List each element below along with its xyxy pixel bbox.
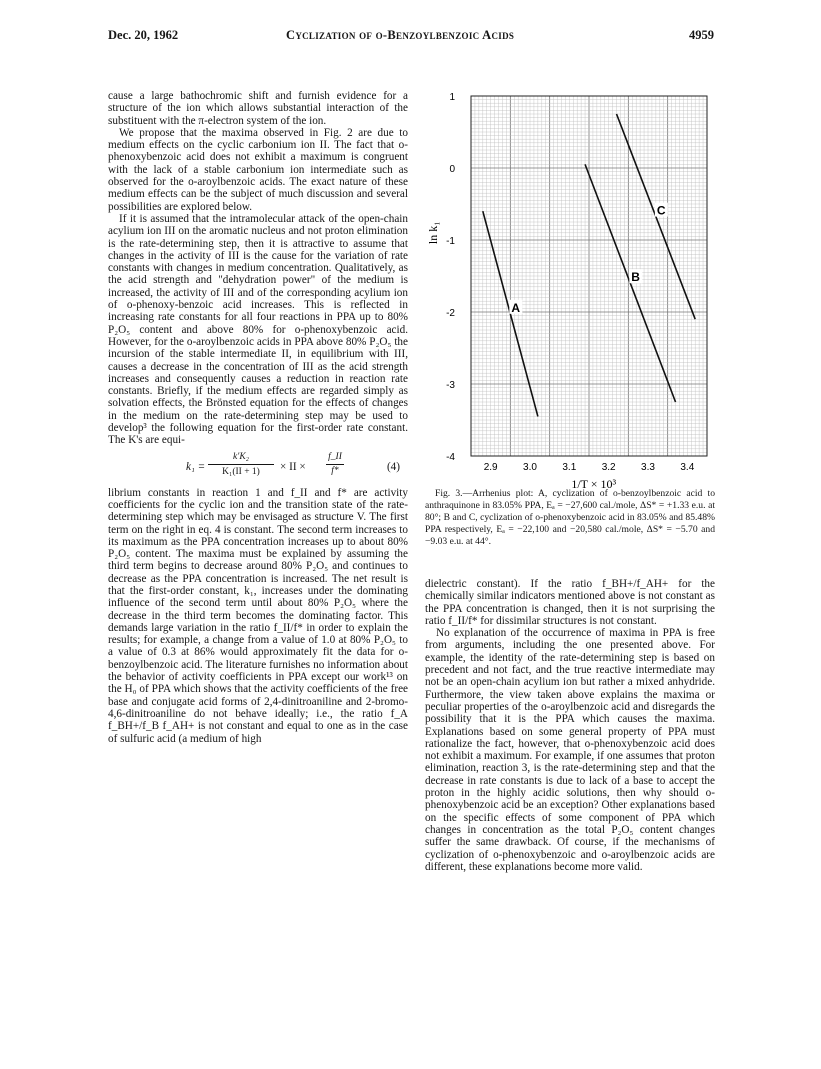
header-date: Dec. 20, 1962 [108,28,179,42]
figure-caption [425,488,715,548]
chart-grid [471,96,707,456]
y-axis-label: ln k₁ [426,221,440,245]
page-header [108,28,714,46]
paragraph: librium constants in reaction 1 and f_II and f* are activity coefficients for the cyclic ion and the transition state of the rate-determining step which may be envisaged as structure V. The first term on the right in eq. 4 is constant. The second term increases to its maximum as the PPA concentration increases up to about 80% P₂O₅ content. The maxima must be explained by assuming the third term begins to decrease around 80% P₂O₅ and continues to decrease as the PPA concentration is increased. The net result is that the first-order constant, k₁, increases under the dominating influence of the second term until about 80% P₂O₅ where the decrease in the third term becomes the dominating factor. This demands large variation in the ratio f_II/f* in order to explain the results; for example, a change from a value of 1.0 at 80% P₂O₅ to a value of 0.3 at 86% would approximately fit the data for o-benzoylbenzoic acid. The literature furnishes no information about the behavior of activity coefficients in PPA except our work¹³ on the H₀ of PPA which shows that the activity coefficients of the free base and conjugate acid forms of 2,4-dinitroaniline and 2-bromo-4,6-dinitroaniline do not behave ideally; i.e., the ratio f_A f_BH+/f_B f_AH+ is not constant and equal to one as in the case of sulfuric acid (a medium of high [108,486,408,745]
x-tick-label: 3.3 [641,462,655,473]
arrhenius-chart [425,90,715,491]
equation-middle: × II × [280,460,306,473]
y-tick-label: -3 [446,380,455,391]
header-title: Cyclization of o-Benzoylbenzoic Acids [286,28,515,42]
x-tick-label: 3.1 [562,462,577,473]
equation-fraction-2 [326,451,344,478]
equation-lhs: k₁ = [186,460,206,473]
x-tick-label: 3.2 [601,462,616,473]
page-number: 4959 [689,28,714,42]
y-tick-label: 0 [449,164,455,175]
paragraph: dielectric constant). If the ratio f_BH+/f_AH+ for the chemically similar indicators mentioned above is not constant as the PPA concentration is changed, then it is not surprising the ratio f_II/f* for dissimilar structures is not constant. [425,578,715,627]
x-tick-label: 3.4 [680,462,695,473]
y-tick-label: 1 [449,92,455,103]
equation-4 [108,449,408,485]
y-tick-label: -4 [446,452,455,463]
equation-numerator-2: f_II [326,451,344,465]
caption-text: Fig. 3.—Arrhenius plot: A, cyclization of o-benzoylbenzoic acid to anthraquinone in 83.05% PPA, Eₐ = −27,600 cal./mole, ΔS* = +1.33 e.u. at 80°; B and C, cyclization of o-phenoxybenzoic acid in 83.05% and 85.48% PPA respectively, Eₐ = −22,100 and −20,580 cal./mole, ΔS* = −5.70 and −9.03 e.u. at 44°. [425,488,715,547]
right-column [425,578,715,873]
series-label-b: B [631,270,640,285]
paragraph: We propose that the maxima observed in Fig. 2 are due to medium effects on the cyclic carbonium ion II. The fact that o-phenoxybenzoic acid does not exhibit a maximum is congruent with the lack of a stable carbonium ion intermediate such as observed for the o-aroylbenzoic acids. The exact nature of these medium effects can be the subject of much discussion and several possibilities are explored below. [108,126,408,213]
series-label-c: C [656,203,666,218]
paragraph: cause a large bathochromic shift and furnish evidence for a structure of the ion which allows substantial interaction of the substituent with the π-electron system of the ion. [108,90,408,127]
paragraph: No explanation of the occurrence of maxima in PPA is free from arguments, including the one presented above. For example, the identity of the rate-determining step is based on precedent and not fact, and the true reactive intermediate may not be an open-chain acylium ion but rather a mixed anhydride. Furthermore, the view taken above explains the maxima or peculiar properties of the o-aroylbenzoic acid and disregards the possibility that it is the PPA which causes the maxima. Explanations based on some general property of PPA must rationalize the fact, however, that o-phenoxybenzoic acid does not exhibit a maximum. For example, if one assumes that proton elimination, reaction 3, is the rate-determining step and that the decrease in rate constants is due to lack of a base to accept the proton in the highly acidic solutions, then why should o-phenoxybenzoic acid be an exception? Other explanations based on the specific effects of some component of PPA which changes in concentration as the total P₂O₅ content changes suffer the same drawback. Of course, if the mechanisms of cyclization of o-phenoxybenzoic and o-aroylbenzoic acids are different, these explanations become more valid. [425,627,715,873]
x-axis-label: 1/T × 10³ [571,477,617,491]
left-column [108,90,408,745]
x-tick-label: 2.9 [483,462,498,473]
equation-denominator-2: f* [331,465,339,476]
equation-numerator: k′K₂ [208,451,274,465]
x-tick-label: 3.0 [523,462,537,473]
y-tick-label: -2 [446,308,455,319]
equation-denominator: K₁(II + 1) [222,466,260,477]
equation-fraction [208,451,274,479]
equation-number: (4) [386,460,400,473]
series-label-a: A [511,300,521,315]
paragraph: If it is assumed that the intramolecular attack of the open-chain acylium ion III on the aromatic nucleus and not proton elimination is the rate-determining step, then it is attractive to assume that changes in the activity of III is the cause for the variation of rate constants with changes in medium concentration. Qualitatively, as the acid strength and "dehydration power" of the medium is increased, the activity of III and of the corresponding acylium ion of o-phenoxy-benzoic acid increases. This is reflected in increasing rate constants for all four reactions in PPA up to 80% P₂O₅ content and above 80% for o-phenoxybenzoic acid. However, for the o-aroylbenzoic acids in PPA above 80% P₂O₅ the incursion of the stable intermediate II, in equilibrium with III, causes a decrease in the concentration of III as the acid strength increases and consequently causes a reduction in reaction rate constants. Briefly, if the medium effects are regarded simply as solvation effects, the Brönsted equation for the effects of changes in the medium on the rate-determining step may be used to develop³ the following equation for the first-order rate constant. The K's are equi- [108,212,408,447]
y-tick-label: -1 [446,236,455,247]
